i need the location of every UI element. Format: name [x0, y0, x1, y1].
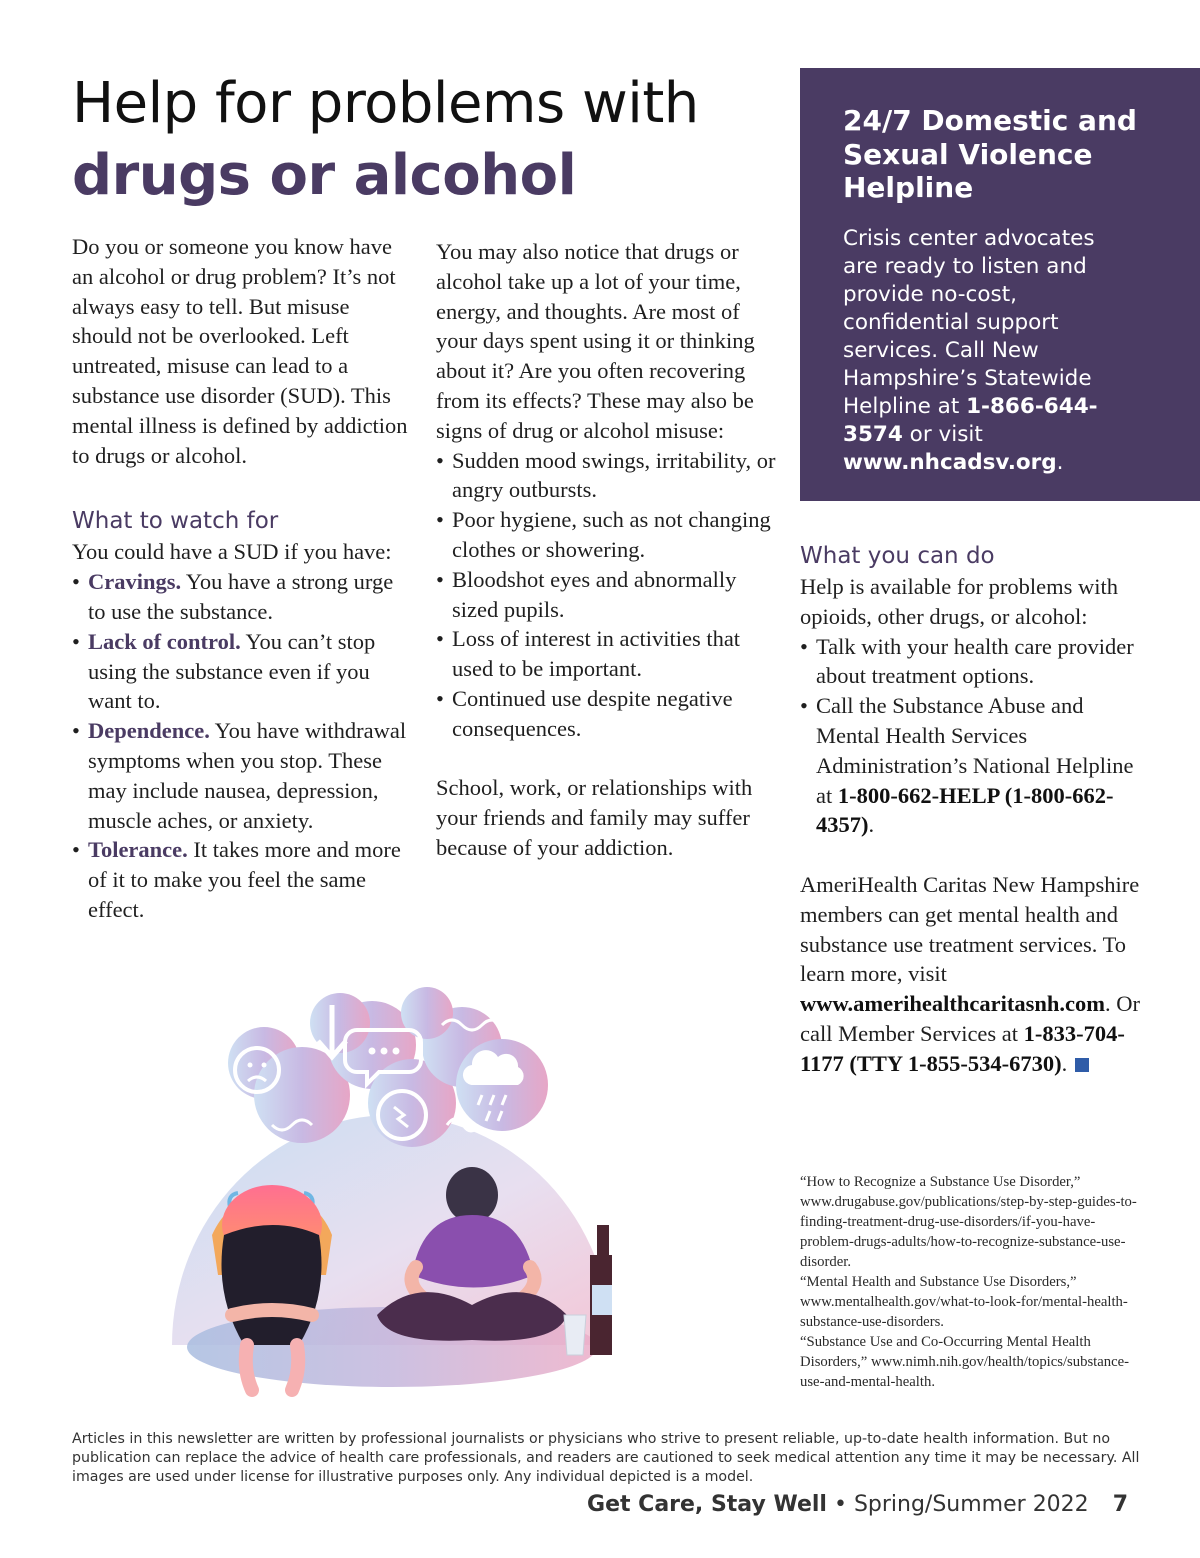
list-item: • Cravings. You have a strong urge to use the substance. [72, 567, 412, 627]
article-title-line2: drugs or alcohol [72, 143, 577, 208]
footer-separator: • [826, 1492, 854, 1517]
list-item: • Continued use despite negative consequences. [436, 684, 776, 744]
closing-paragraph: School, work, or relationships with your friends and family may suffer because of your addiction. [436, 775, 753, 860]
list-item: • Tolerance. It takes more and more of it to make you feel the same effect. [72, 835, 412, 924]
illustration-svg [172, 985, 612, 1400]
helpline-body: Crisis center advocates are ready to listen and provide no-cost, confidential support services. Call New Hampshire’s Statewide Helpline at 1-866-644-3574 or visit www.nhcadsv.org. [843, 225, 1098, 475]
reference-item: “How to Recognize a Substance Use Disorder,” www.drugabuse.gov/publications/step-by-step-guides-to-finding-treatment-drug-use-disorders/if-you-have-problem-drugs-adults/how-to-recognize-substance-use-disorder. [800, 1174, 1137, 1270]
list-item: • Poor hygiene, such as not changing clothes or showering. [436, 505, 776, 565]
article-title-line1: Help for problems with [72, 71, 699, 136]
illustration [172, 985, 612, 1400]
intro-paragraph: Do you or someone you know have an alcohol or drug problem? It’s not always easy to tell. But misuse should not be overlooked. Left untreated, misuse can lead to a substance use disorder (SUD). This mental illness is defined by addiction to drugs or alcohol. [72, 234, 408, 468]
list-item: • Loss of interest in activities that used to be important. [436, 624, 776, 684]
glass-icon [564, 1315, 586, 1355]
list-item: • Talk with your health care provider about treatment options. [800, 632, 1145, 692]
signs-list [436, 446, 776, 744]
helpline-title: 24/7 Domestic and Sexual Violence Helpline [843, 104, 1137, 204]
disclaimer: Articles in this newsletter are written by professional journalists or physicians who strive to present reliable, up-to-date health information. But no publication can replace the advice of health care professionals, and readers are cautioned to seek medical attention any time it may be necessary. All images are used under license for illustrative purposes only. Any individual depicted is a model. [72, 1431, 1140, 1485]
reference-item: “Substance Use and Co-Occurring Mental Health Disorders,” www.nimh.nih.gov/health/topics/substance-use-and-mental-health. [800, 1334, 1130, 1390]
helpline-sidebar [800, 68, 1200, 501]
bottle-icon [590, 1225, 612, 1355]
watch-list [72, 567, 412, 925]
list-item: • Call the Substance Abuse and Mental Health Services Administration’s National Helpline at 1-800-662-HELP (1-800-662-4357). [800, 691, 1145, 840]
issue-label: Spring/Summer 2022 [853, 1492, 1089, 1517]
column-1 [72, 232, 412, 925]
amerihealth-url-link[interactable]: www.amerihealthcaritasnh.com [800, 991, 1105, 1017]
page-number: 7 [1112, 1492, 1128, 1517]
references [800, 1172, 1145, 1392]
watch-lead: You could have a SUD if you have: [72, 539, 392, 565]
section-heading-what-you-can-do: What you can do [800, 543, 995, 569]
reference-item: “Mental Health and Substance Use Disorders,” www.mentalhealth.gov/what-to-look-for/mental-health-substance-use-disorders. [800, 1274, 1128, 1330]
article-title [72, 68, 772, 212]
signs-intro: You may also notice that drugs or alcohol take up a lot of your time, energy, and thoughts. Are most of your days spent using it or thinking about it? Are you often recovering from its effects? These may also be signs of drug or alcohol misuse: [436, 239, 755, 443]
page-footer [587, 1490, 1128, 1520]
list-item: • Bloodshot eyes and abnormally sized pupils. [436, 565, 776, 625]
samhsa-phone[interactable]: 1-800-662-HELP (1-800-662-4357) [816, 782, 1114, 838]
column-3 [800, 541, 1145, 1079]
help-list [800, 632, 1145, 841]
list-item: • Lack of control. You can’t stop using the substance even if you want to. [72, 627, 412, 716]
column-2 [436, 237, 776, 863]
helpline-url-link[interactable]: www.nhcadsv.org [843, 449, 1057, 475]
section-heading-watch: What to watch for [72, 508, 279, 535]
publication-name: Get Care, Stay Well [587, 1492, 827, 1517]
member-services-phone[interactable]: 1-833-704-1177 (TTY 1-855-534-6730) [800, 1020, 1125, 1076]
help-lead: Help is available for problems with opioids, other drugs, or alcohol: [800, 574, 1119, 629]
list-item: • Dependence. You have withdrawal symptoms when you stop. These may include nausea, depression, muscle aches, or anxiety. [72, 716, 412, 835]
members-paragraph: AmeriHealth Caritas New Hampshire members can get mental health and substance use treatment services. To learn more, visit www.amerihealthcaritasnh.com. Or call Member Services at 1-833-704-1177 (TTY 1-855-534-6730). [800, 871, 1140, 1076]
helpline-phone[interactable]: 1-866-644-3574 [843, 393, 1098, 447]
end-mark-icon [1075, 1058, 1089, 1072]
list-item: • Sudden mood swings, irritability, or angry outbursts. [436, 446, 776, 506]
